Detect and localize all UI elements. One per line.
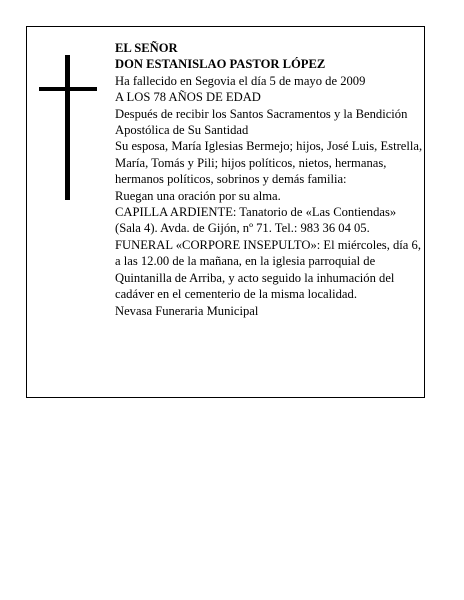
notice-funeral-home: Nevasa Funeraria Municipal <box>115 303 259 318</box>
notice-text <box>115 40 423 319</box>
latin-cross-icon <box>39 55 97 200</box>
notice-title-line1: EL SEÑOR <box>115 41 178 55</box>
notice-chapel: CAPILLA ARDIENTE: Tanatorio de «Las Contiendas» (Sala 4). Avda. de Gijón, nº 71. Tel.: 983 36 04 05. <box>115 205 397 236</box>
cross-vertical-bar <box>65 55 70 200</box>
cross-horizontal-bar <box>39 87 97 91</box>
notice-sacraments: Después de recibir los Santos Sacramentos y la Bendición Apostólica de Su Santidad <box>115 106 408 138</box>
notice-family: Su esposa, María Iglesias Bermejo; hijos, José Luis, Estrella, María, Tomás y Pili; hijos políticos, nietos, hermanas, hermanos políticos, sobrinos y demás familia: <box>115 139 423 187</box>
notice-death-info: Ha fallecido en Segovia el día 5 de mayo de 2009 <box>115 73 366 88</box>
notice-age: A LOS 78 AÑOS DE EDAD <box>115 90 261 105</box>
notice-funeral: FUNERAL «CORPORE INSEPULTO»: El miércoles, día 6, a las 12.00 de la mañana, en la iglesia parroquial de Quintanilla de Arriba, y acto seguido la inhumación del cadáver en el cementerio de la misma localidad. <box>115 237 421 302</box>
obituary-notice <box>26 26 425 398</box>
notice-prayer: Ruegan una oración por su alma. <box>115 188 281 203</box>
notice-deceased-name: DON ESTANISLAO PASTOR LÓPEZ <box>115 57 326 72</box>
